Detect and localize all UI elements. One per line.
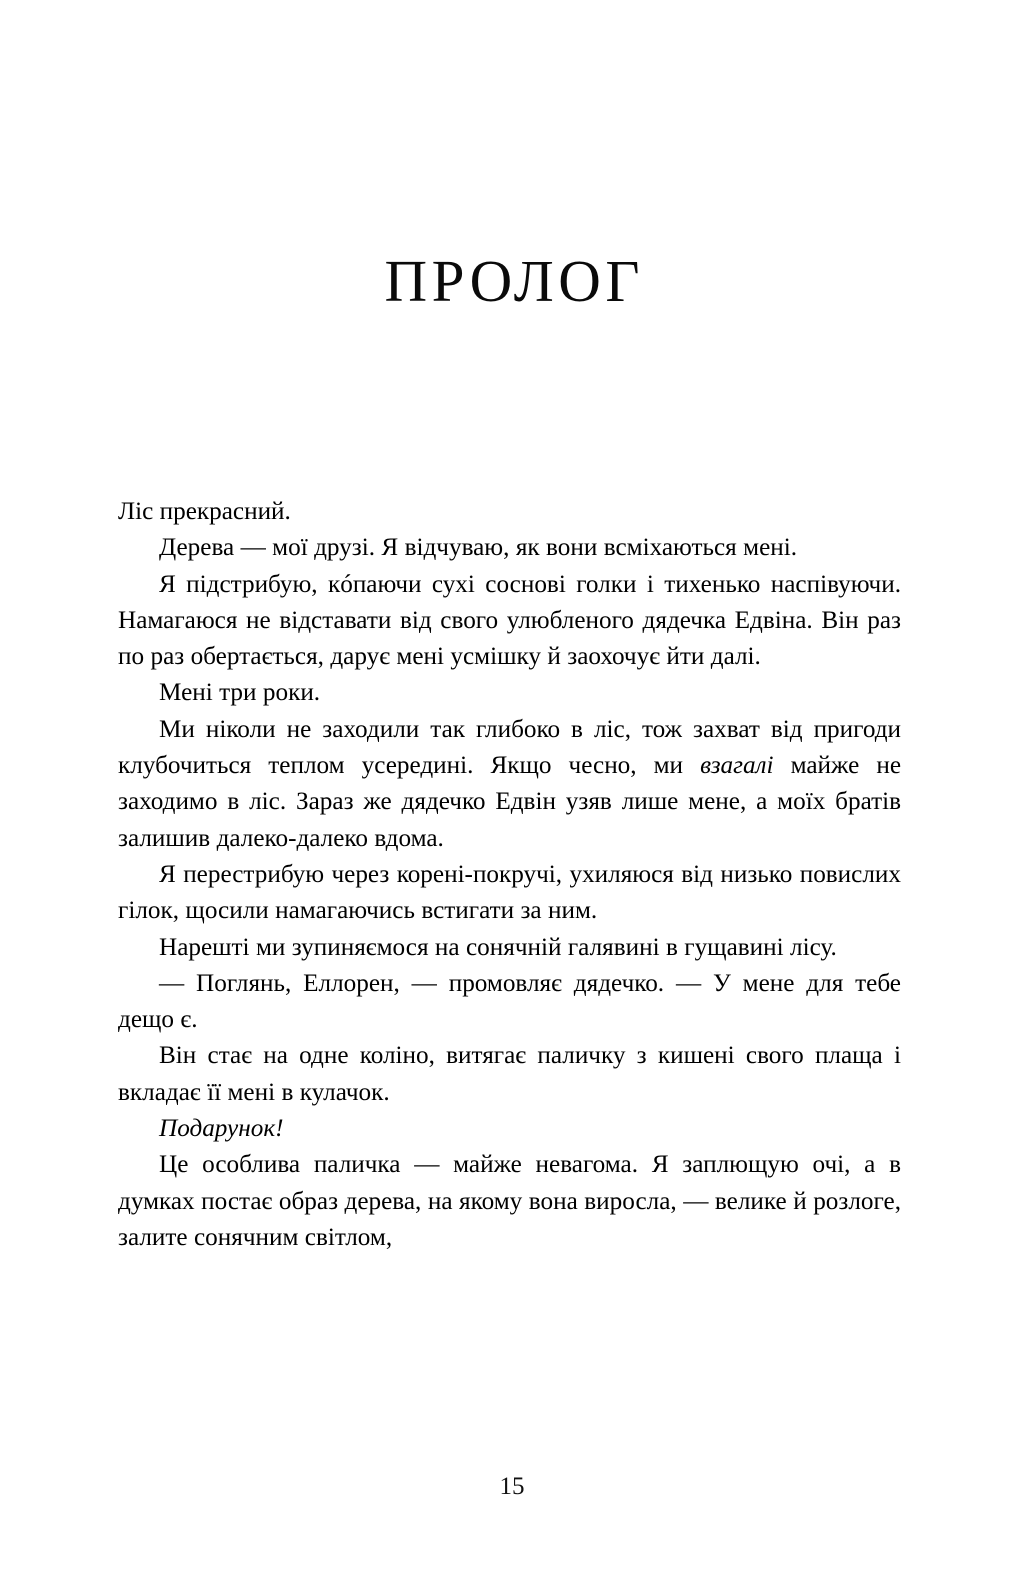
body-paragraph — [118, 1147, 901, 1256]
body-text-run: майже не заходимо в ліс. Зараз же дядечко Едвін узяв лише мене, а моїх братів залишив далеко-далеко вдома. — [118, 752, 901, 852]
body-text-run: Я перестрибую через корені-покручі, ухиляюся від низько повислих гілок, щосили намагаючись встигати за ним. — [118, 860, 901, 925]
body-text-run: Це особлива паличка — майже невагома. Я заплющую очі, а в думках постає образ дерева, на якому вона виросла, — велике й розлоге, залите сонячним світлом, — [118, 1151, 901, 1251]
body-text-run: Ми ніколи не заходили так глибоко в ліс, тож захват від пригоди клубочиться теплом усередині. Якщо чесно, ми — [118, 715, 901, 780]
body-text-run: — Поглянь, Еллорен, — промовляє дядечко. — У мене для тебе дещо є. — [118, 969, 901, 1034]
body-text-run: Дерева — мої друзі. Я відчуваю, як вони всміхаються мені. — [159, 534, 798, 562]
body-text-run: Нарешті ми зупиняємося на сонячній галявині в гущавині лісу. — [159, 933, 837, 961]
page-number: 15 — [499, 1473, 525, 1500]
body-paragraph — [118, 675, 901, 711]
body-text-block — [118, 494, 901, 1256]
body-paragraph — [118, 1111, 901, 1147]
body-paragraph — [118, 857, 901, 930]
body-paragraph — [118, 966, 901, 1039]
body-paragraph — [118, 930, 901, 966]
body-text-run: Мені три роки. — [159, 679, 321, 707]
body-paragraph — [118, 494, 901, 530]
body-paragraph — [118, 567, 901, 676]
body-text-run: Він стає на одне коліно, витягає паличку з кишені свого плаща і вкладає її мені в кулачок. — [118, 1042, 901, 1106]
body-paragraph — [118, 712, 901, 857]
body-text-run: Я підстрибую, кóпаючи сухі соснові голки і тихенько наспівуючи. Намагаюся не відставати від свого улюбленого дядечка Едвіна. Він раз по раз обертається, дарує мені усмішку й заохочує йти далі. — [118, 570, 901, 671]
page-title: ПРОЛОГ — [384, 247, 645, 314]
emphasis-text: взагалі — [700, 752, 774, 780]
body-paragraph — [118, 530, 901, 566]
body-paragraph — [118, 1038, 901, 1111]
emphasis-text: Подарунок! — [159, 1115, 284, 1143]
body-text-run: Ліс прекрасний. — [118, 498, 291, 525]
